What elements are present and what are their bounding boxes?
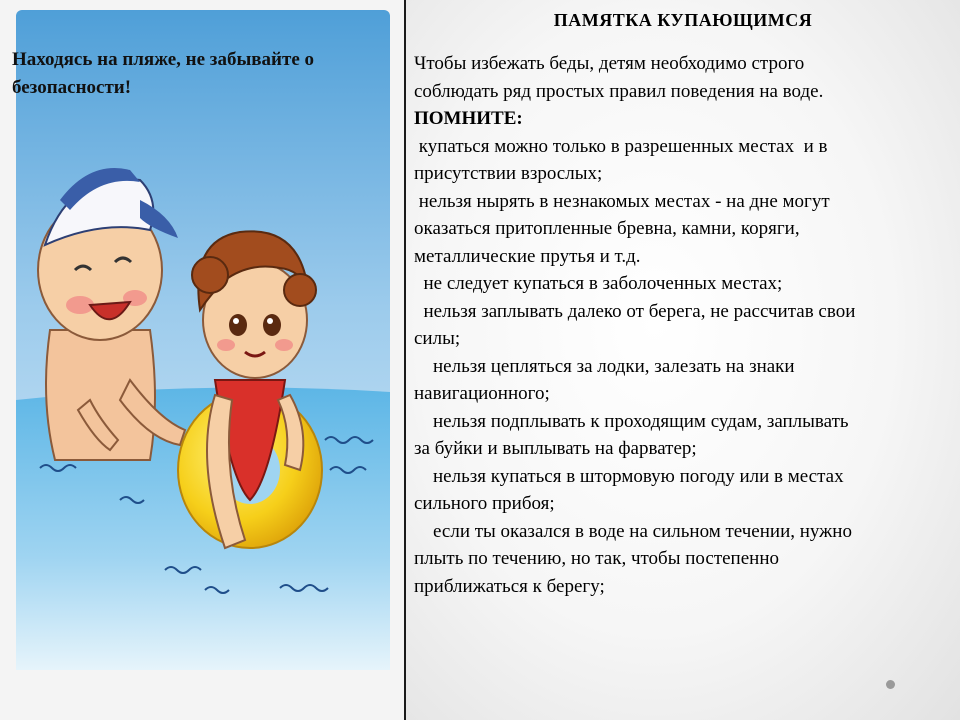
beach-safety-caption: Находясь на пляже, не забывайте о безопасности! xyxy=(12,49,314,98)
memo-line: присутствии взрослых; xyxy=(414,163,603,184)
memo-line: нельзя заплывать далеко от берега, не рассчитав свои xyxy=(414,300,856,322)
decorative-dot xyxy=(886,680,895,689)
memo-line: если ты оказался в воде на сильном течении, нужно xyxy=(414,520,852,542)
memo-body xyxy=(414,50,960,600)
swimmers-memo-panel xyxy=(406,0,960,720)
memo-line: купаться можно только в разрешенных местах и в xyxy=(414,135,828,157)
memo-line: нельзя нырять в незнакомых местах - на дне могут xyxy=(414,190,830,212)
memo-line: за буйки и выплывать на фарватер; xyxy=(414,438,697,459)
memo-line: оказаться притопленные бревна, камни, коряги, xyxy=(414,218,800,239)
memo-line: навигационного; xyxy=(414,383,550,404)
memo-title: ПАМЯТКА КУПАЮЩИМСЯ xyxy=(553,10,813,30)
memo-line: нельзя цепляться за лодки, залезать на знаки xyxy=(414,355,795,377)
memo-line: Чтобы избежать беды, детям необходимо строго xyxy=(414,53,805,74)
memo-remember-label: ПОМНИТЕ: xyxy=(414,108,523,129)
memo-line: приближаться к берегу; xyxy=(414,575,605,597)
memo-line: нельзя подплывать к проходящим судам, заплывать xyxy=(414,410,849,432)
memo-line: соблюдать ряд простых правил поведения на воде. xyxy=(414,80,824,102)
memo-line: нельзя купаться в штормовую погоду или в местах xyxy=(414,465,844,487)
memo-line: металлические прутья и т.д. xyxy=(414,245,641,267)
illustration-panel xyxy=(0,0,404,720)
swimming-kids-illustration xyxy=(0,0,404,720)
memo-line: силы; xyxy=(414,328,461,349)
memo-line: плыть по течению, но так, чтобы постепенно xyxy=(414,548,779,569)
memo-line: не следует купаться в заболоченных местах; xyxy=(414,273,783,294)
memo-line: сильного прибоя; xyxy=(414,493,555,514)
